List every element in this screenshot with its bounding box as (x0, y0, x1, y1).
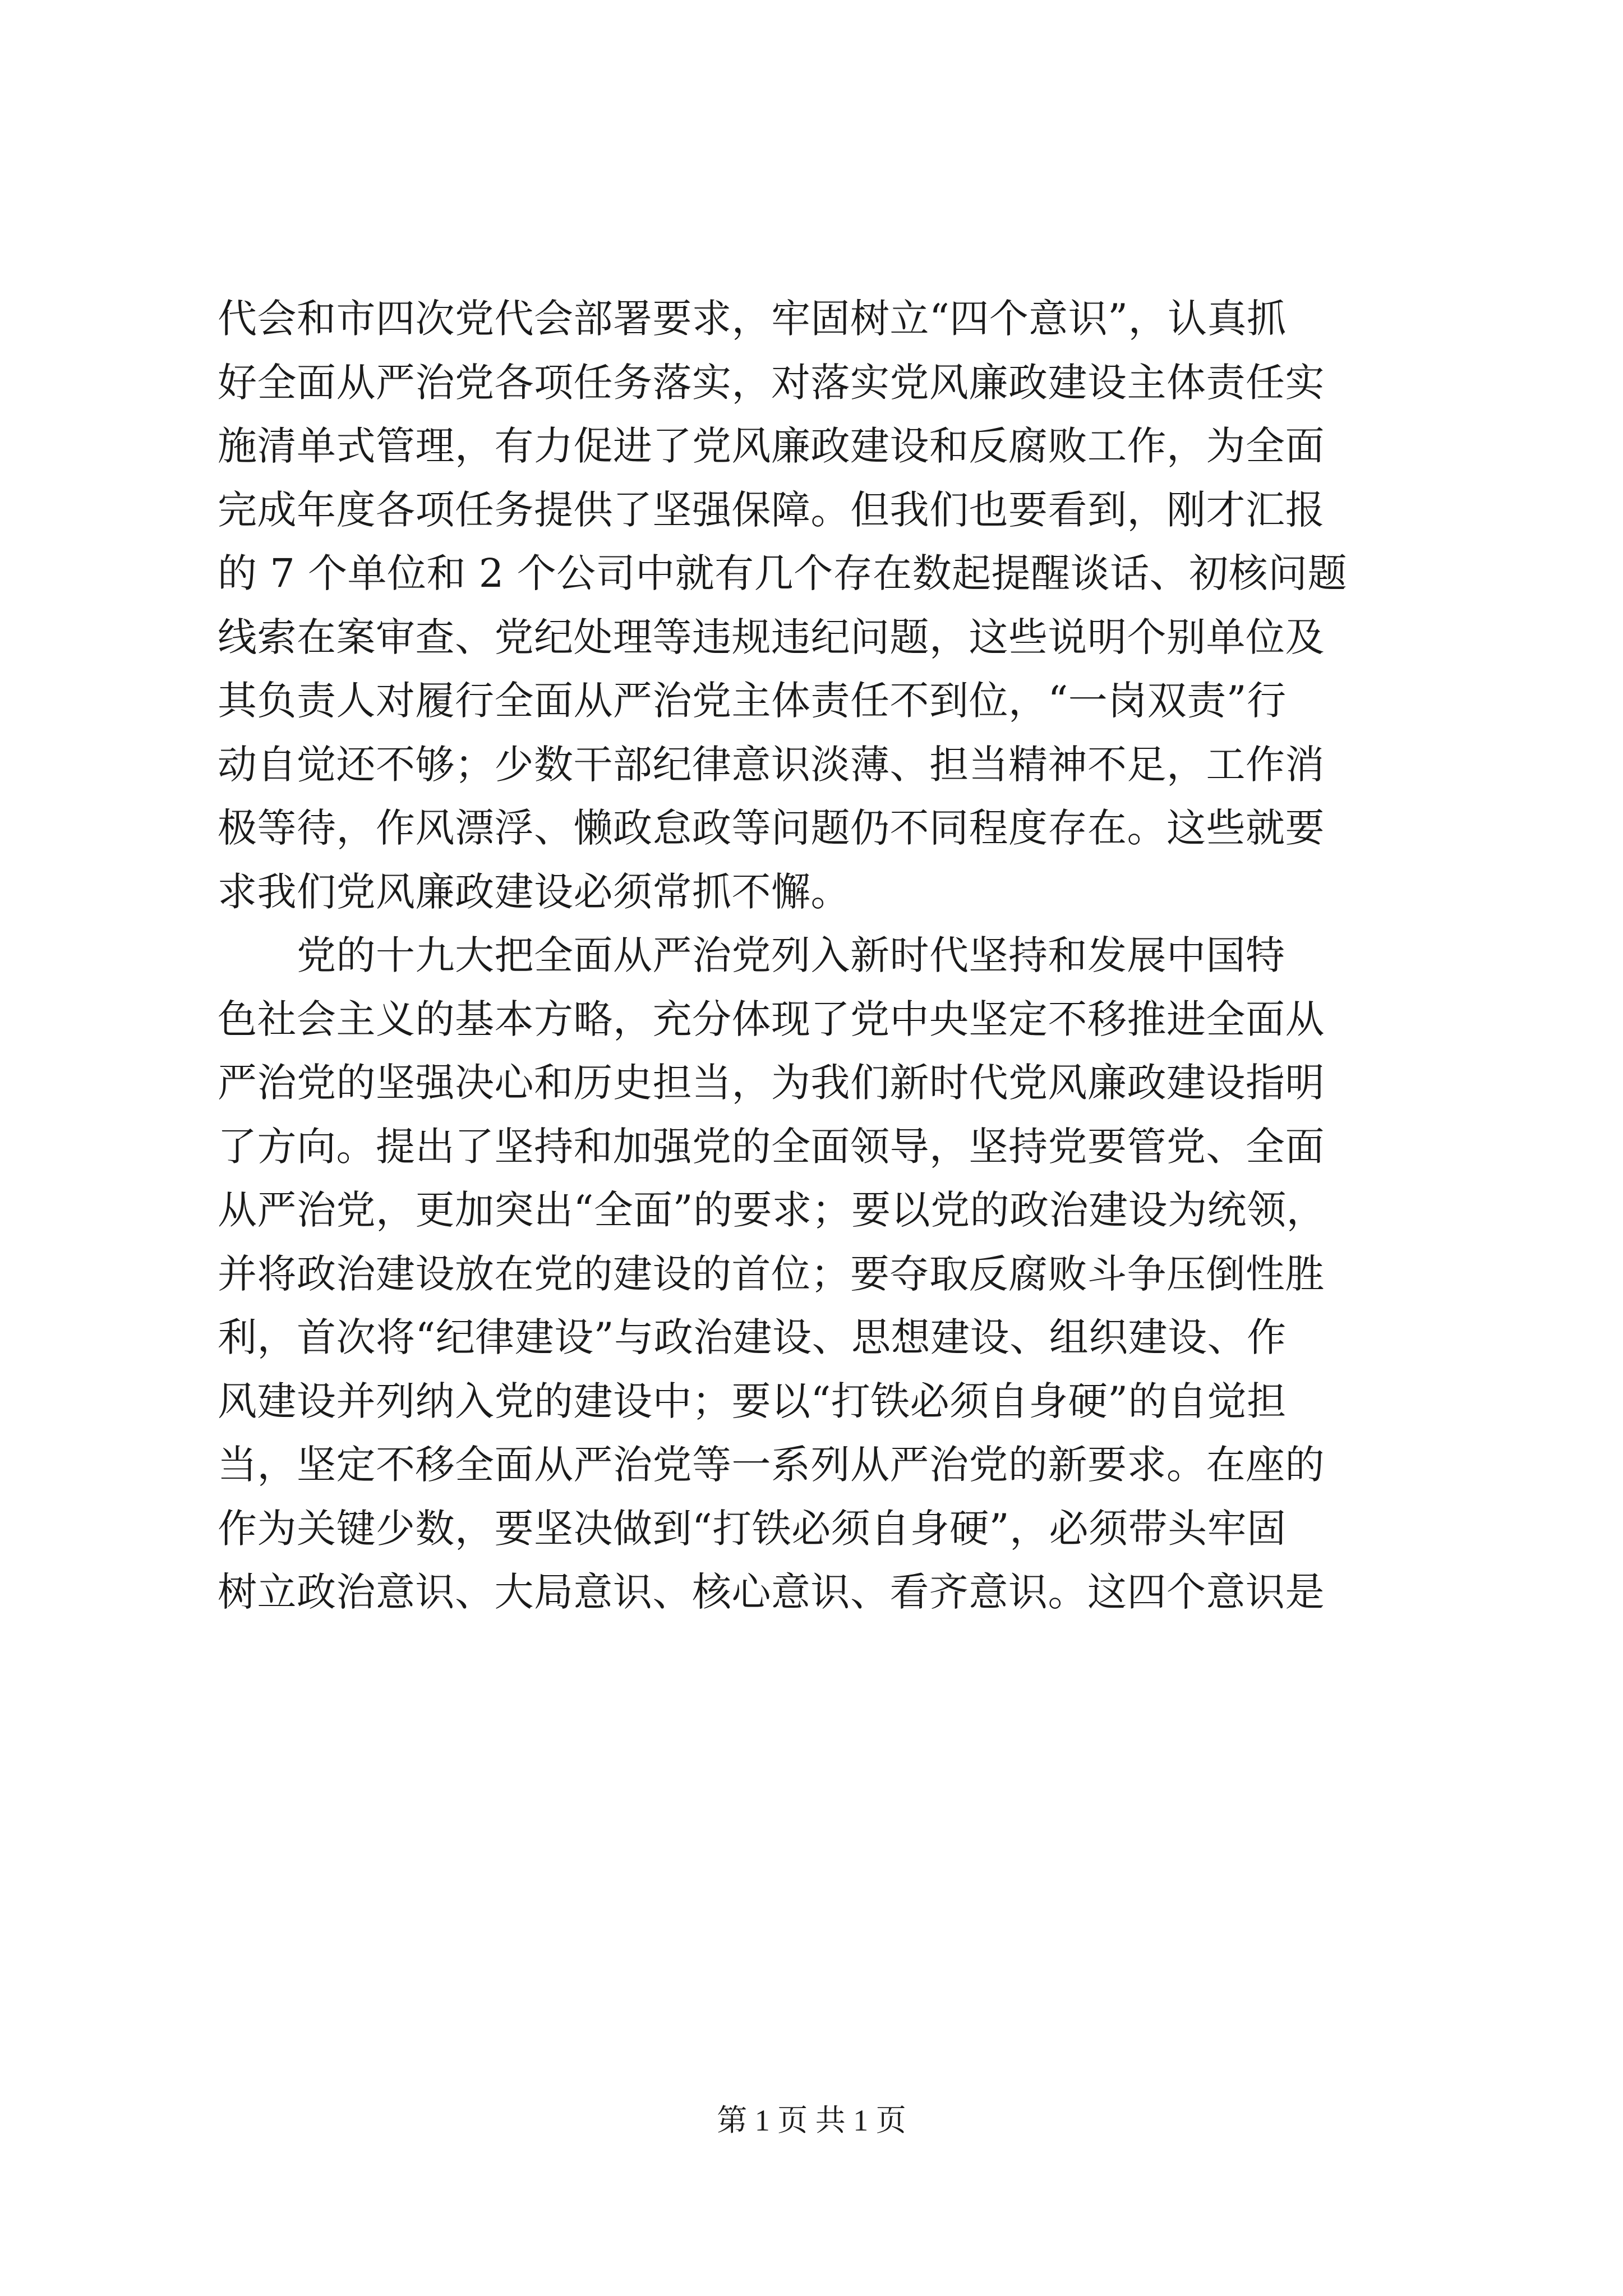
text-line: 完成年度各项任务提供了坚强保障。但我们也要看到，刚才汇报 (218, 486, 1325, 533)
page-footer (0, 2101, 1623, 2140)
text-line: 从严治党，更加突出“全面”的要求；要以党的政治建设为统领， (218, 1187, 1326, 1233)
text-line: 并将政治建设放在党的建设的首位；要夺取反腐败斗争压倒性胜 (218, 1250, 1325, 1297)
text-line: 当，坚定不移全面从严治党等一系列从严治党的新要求。在座的 (218, 1442, 1325, 1488)
text-line: 利，首次将“纪律建设”与政治建设、思想建设、组织建设、作 (218, 1314, 1287, 1360)
text-line: 作为关键少数，要坚决做到“打铁必须自身硬”，必须带头牢固 (218, 1505, 1287, 1552)
text-line: 树立政治意识、大局意识、核心意识、看齐意识。这四个意识是 (218, 1569, 1325, 1615)
text-line: 色社会主义的基本方略，充分体现了党中央坚定不移推进全面从 (218, 996, 1325, 1042)
text-line: 求我们党风廉政建设必须常抓不懈。 (218, 868, 850, 915)
text-line: 极等待，作风漂浮、懒政怠政等问题仍不同程度存在。这些就要 (218, 805, 1325, 851)
page-number: 第 1 页 共 1 页 (717, 2104, 906, 2137)
text-line: 党的十九大把全面从严治党列入新时代坚持和发展中国特 (218, 932, 1285, 978)
text-line: 代会和市四次党代会部署要求，牢固树立“四个意识”，认真抓 (218, 296, 1287, 342)
text-line: 施清单式管理，有力促进了党风廉政建设和反腐败工作，为全面 (218, 423, 1325, 469)
body-text (218, 287, 1423, 1625)
text-line: 风建设并列纳入党的建设中；要以“打铁必须自身硬”的自觉担 (218, 1378, 1287, 1424)
text-line: 动自觉还不够；少数干部纪律意识淡薄、担当精神不足，工作消 (218, 741, 1325, 788)
text-line: 其负责人对履行全面从严治党主体责任不到位，“一岗双责”行 (218, 678, 1287, 724)
text-line: 的 7 个单位和 2 个公司中就有几个存在数起提醒谈话、初核问题 (218, 550, 1348, 596)
text-line: 线索在案审查、党纪处理等违规违纪问题，这些说明个别单位及 (218, 614, 1325, 660)
text-line: 好全面从严治党各项任务落实，对落实党风廉政建设主体责任实 (218, 359, 1325, 406)
text-line: 严治党的坚强决心和历史担当，为我们新时代党风廉政建设指明 (218, 1060, 1325, 1106)
text-line: 了方向。提出了坚持和加强党的全面领导，坚持党要管党、全面 (218, 1123, 1325, 1170)
